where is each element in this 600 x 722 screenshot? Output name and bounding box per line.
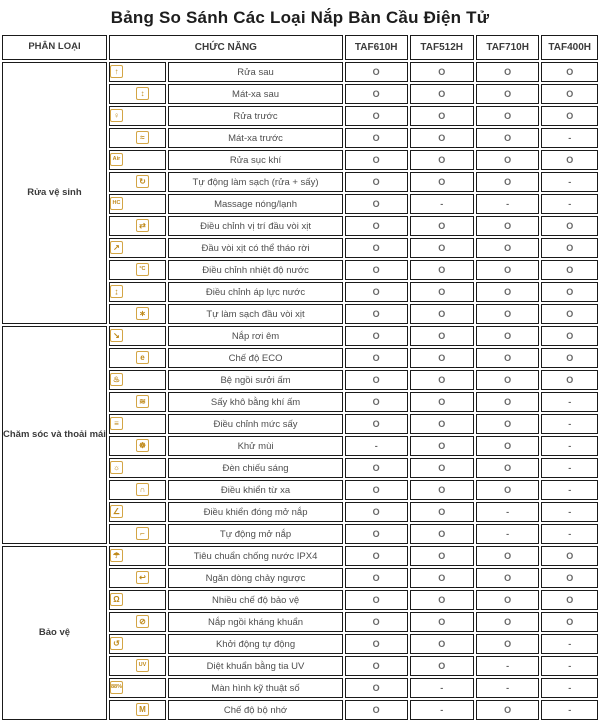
availability-taf610h: O: [345, 150, 408, 170]
availability-taf710h: O: [476, 392, 540, 412]
availability-taf512h: O: [410, 84, 474, 104]
availability-taf400h: -: [541, 458, 598, 478]
availability-taf512h: O: [410, 260, 474, 280]
availability-taf710h: O: [476, 84, 540, 104]
availability-taf400h: -: [541, 502, 598, 522]
function-name: Nắp rơi êm: [168, 326, 343, 346]
availability-taf512h: O: [410, 612, 474, 632]
availability-taf512h: O: [410, 590, 474, 610]
availability-taf710h: -: [476, 656, 540, 676]
availability-taf512h: O: [410, 656, 474, 676]
remote-control-icon: ∩: [136, 483, 149, 496]
feature-icon-cell: [109, 590, 166, 610]
availability-taf610h: O: [345, 304, 408, 324]
feature-icon-cell: [109, 106, 166, 126]
availability-taf512h: -: [410, 194, 474, 214]
availability-taf400h: -: [541, 480, 598, 500]
availability-taf512h: -: [410, 678, 474, 698]
availability-taf610h: O: [345, 656, 408, 676]
availability-taf400h: O: [541, 568, 598, 588]
availability-taf610h: O: [345, 260, 408, 280]
backflow-prevention-icon: ↩: [136, 571, 149, 584]
availability-taf400h: -: [541, 194, 598, 214]
availability-taf512h: O: [410, 128, 474, 148]
availability-taf710h: O: [476, 612, 540, 632]
availability-taf400h: -: [541, 172, 598, 192]
availability-taf512h: O: [410, 546, 474, 566]
function-name: Ngăn dòng chảy ngược: [168, 568, 343, 588]
availability-taf610h: O: [345, 370, 408, 390]
function-name: Massage nóng/lạnh: [168, 194, 343, 214]
availability-taf400h: -: [541, 524, 598, 544]
memory-mode-icon: M: [136, 703, 149, 716]
function-name: Khởi động tự động: [168, 634, 343, 654]
function-name: Điều chỉnh vị trí đầu vòi xịt: [168, 216, 343, 236]
feature-icon-cell: [109, 480, 166, 500]
warm-air-dry-icon: ≋: [136, 395, 149, 408]
availability-taf710h: O: [476, 62, 540, 82]
availability-taf610h: O: [345, 128, 408, 148]
comparison-table: [0, 33, 600, 722]
function-name: Sấy khô bằng khí ấm: [168, 392, 343, 412]
availability-taf400h: O: [541, 260, 598, 280]
availability-taf400h: O: [541, 590, 598, 610]
function-name: Rửa sục khí: [168, 150, 343, 170]
uv-sterilize-icon: UV: [136, 659, 149, 672]
group-label: Chăm sóc và thoải mái: [2, 326, 107, 544]
availability-taf400h: O: [541, 238, 598, 258]
availability-taf610h: O: [345, 348, 408, 368]
availability-taf610h: O: [345, 172, 408, 192]
availability-taf512h: O: [410, 370, 474, 390]
availability-taf400h: O: [541, 370, 598, 390]
nozzle-position-icon: ⇄: [136, 219, 149, 232]
function-name: Nhiều chế độ bảo vệ: [168, 590, 343, 610]
header-row: [2, 35, 598, 60]
availability-taf710h: O: [476, 370, 540, 390]
group-label: Rửa vệ sinh: [2, 62, 107, 324]
availability-taf400h: O: [541, 348, 598, 368]
function-name: Điều khiển từ xa: [168, 480, 343, 500]
deodorize-fan-icon: ☸: [136, 439, 149, 452]
page-title: Bảng So Sánh Các Loại Nắp Bàn Cầu Điện Tử: [110, 8, 490, 27]
availability-taf512h: O: [410, 524, 474, 544]
availability-taf610h: O: [345, 62, 408, 82]
availability-taf512h: O: [410, 458, 474, 478]
night-light-icon: ☼: [110, 461, 123, 474]
availability-taf512h: O: [410, 392, 474, 412]
availability-taf710h: O: [476, 260, 540, 280]
availability-taf512h: O: [410, 568, 474, 588]
feature-icon-cell: [109, 326, 166, 346]
feature-icon-cell: [109, 128, 166, 148]
function-name: Chế độ bộ nhớ: [168, 700, 343, 720]
auto-start-icon: ↺: [110, 637, 123, 650]
availability-taf610h: O: [345, 194, 408, 214]
availability-taf710h: -: [476, 194, 540, 214]
availability-taf512h: O: [410, 436, 474, 456]
table-body: [2, 62, 598, 720]
availability-taf710h: O: [476, 458, 540, 478]
function-name: Mát-xa trước: [168, 128, 343, 148]
availability-taf512h: O: [410, 414, 474, 434]
feature-icon-cell: [109, 260, 166, 280]
availability-taf512h: -: [410, 700, 474, 720]
availability-taf512h: O: [410, 304, 474, 324]
availability-taf610h: O: [345, 700, 408, 720]
front-massage-icon: ≈: [136, 131, 149, 144]
availability-taf710h: O: [476, 700, 540, 720]
feature-icon-cell: [109, 216, 166, 236]
availability-taf610h: O: [345, 414, 408, 434]
availability-taf400h: O: [541, 326, 598, 346]
availability-taf710h: O: [476, 568, 540, 588]
hot-cold-massage-icon: HC: [110, 197, 123, 210]
function-name: Tiêu chuẩn chống nước IPX4: [168, 546, 343, 566]
function-name: Khử mùi: [168, 436, 343, 456]
water-temperature-icon: °C: [136, 263, 149, 276]
feature-icon-cell: [109, 238, 166, 258]
column-header-function: CHỨC NĂNG: [109, 35, 343, 60]
feature-icon-cell: [109, 634, 166, 654]
availability-taf710h: -: [476, 524, 540, 544]
function-name: Rửa trước: [168, 106, 343, 126]
feature-icon-cell: [109, 62, 166, 82]
availability-taf610h: O: [345, 524, 408, 544]
availability-taf610h: O: [345, 326, 408, 346]
availability-taf400h: O: [541, 282, 598, 302]
availability-taf610h: O: [345, 546, 408, 566]
availability-taf512h: O: [410, 150, 474, 170]
availability-taf610h: O: [345, 216, 408, 236]
availability-taf400h: -: [541, 678, 598, 698]
function-name: Đầu vòi xịt có thể tháo rời: [168, 238, 343, 258]
availability-taf400h: -: [541, 128, 598, 148]
antibacterial-seat-icon: ⊘: [136, 615, 149, 628]
availability-taf512h: O: [410, 172, 474, 192]
lid-open-close-icon: ∠: [110, 505, 123, 518]
feature-icon-cell: [109, 568, 166, 588]
column-header-category: PHÂN LOẠI: [2, 35, 107, 60]
availability-taf710h: -: [476, 502, 540, 522]
availability-taf710h: O: [476, 436, 540, 456]
function-name: Tự động mở nắp: [168, 524, 343, 544]
availability-taf710h: O: [476, 414, 540, 434]
availability-taf610h: O: [345, 612, 408, 632]
feature-icon-cell: [109, 678, 166, 698]
function-name: Chế độ ECO: [168, 348, 343, 368]
availability-taf710h: O: [476, 238, 540, 258]
availability-taf710h: O: [476, 480, 540, 500]
availability-taf610h: O: [345, 502, 408, 522]
availability-taf610h: O: [345, 84, 408, 104]
feature-icon-cell: [109, 458, 166, 478]
feature-icon-cell: [109, 656, 166, 676]
function-name: Tự làm sạch đầu vòi xịt: [168, 304, 343, 324]
availability-taf710h: O: [476, 150, 540, 170]
group-label: Bảo vệ: [2, 546, 107, 720]
rear-massage-icon: ↕: [136, 87, 149, 100]
function-name: Tự động làm sạch (rửa + sấy): [168, 172, 343, 192]
feature-icon-cell: [109, 150, 166, 170]
availability-taf610h: O: [345, 282, 408, 302]
availability-taf400h: O: [541, 84, 598, 104]
availability-taf710h: O: [476, 546, 540, 566]
availability-taf400h: O: [541, 216, 598, 236]
table-row: [2, 326, 598, 346]
availability-taf710h: O: [476, 634, 540, 654]
availability-taf710h: O: [476, 106, 540, 126]
function-name: Đèn chiếu sáng: [168, 458, 343, 478]
feature-icon-cell: [109, 436, 166, 456]
availability-taf400h: -: [541, 634, 598, 654]
availability-taf512h: O: [410, 106, 474, 126]
function-name: Bệ ngồi sưởi ấm: [168, 370, 343, 390]
availability-taf400h: -: [541, 436, 598, 456]
heated-seat-icon: ♨: [110, 373, 123, 386]
protection-lock-icon: Ω: [110, 593, 123, 606]
function-name: Màn hình kỹ thuật số: [168, 678, 343, 698]
nozzle-self-clean-icon: ∗: [136, 307, 149, 320]
availability-taf512h: O: [410, 502, 474, 522]
water-pressure-icon: ↨: [110, 285, 123, 298]
feature-icon-cell: [109, 392, 166, 412]
availability-taf400h: O: [541, 304, 598, 324]
rear-wash-icon: ↑: [110, 65, 123, 78]
function-name: Điều chỉnh mức sấy: [168, 414, 343, 434]
front-wash-icon: ♀: [110, 109, 123, 122]
feature-icon-cell: [109, 414, 166, 434]
eco-mode-icon: e: [136, 351, 149, 364]
table-row: [2, 546, 598, 566]
availability-taf512h: O: [410, 282, 474, 302]
availability-taf610h: O: [345, 480, 408, 500]
availability-taf610h: O: [345, 678, 408, 698]
availability-taf512h: O: [410, 216, 474, 236]
air-bubble-wash-icon: Air: [110, 153, 123, 166]
column-header-model-taf400h: TAF400H: [541, 35, 598, 60]
availability-taf400h: O: [541, 612, 598, 632]
feature-icon-cell: [109, 524, 166, 544]
availability-taf710h: O: [476, 128, 540, 148]
feature-icon-cell: [109, 546, 166, 566]
function-name: Điều chỉnh áp lực nước: [168, 282, 343, 302]
availability-taf710h: O: [476, 590, 540, 610]
feature-icon-cell: [109, 172, 166, 192]
dry-level-icon: ≡: [110, 417, 123, 430]
availability-taf710h: O: [476, 216, 540, 236]
availability-taf610h: O: [345, 458, 408, 478]
feature-icon-cell: [109, 194, 166, 214]
feature-icon-cell: [109, 84, 166, 104]
availability-taf710h: O: [476, 304, 540, 324]
availability-taf610h: -: [345, 436, 408, 456]
availability-taf400h: -: [541, 700, 598, 720]
availability-taf512h: O: [410, 62, 474, 82]
availability-taf400h: O: [541, 106, 598, 126]
availability-taf610h: O: [345, 590, 408, 610]
function-name: Điều khiển đóng mở nắp: [168, 502, 343, 522]
availability-taf400h: -: [541, 656, 598, 676]
function-name: Mát-xa sau: [168, 84, 343, 104]
availability-taf710h: O: [476, 326, 540, 346]
feature-icon-cell: [109, 612, 166, 632]
availability-taf512h: O: [410, 348, 474, 368]
availability-taf710h: O: [476, 172, 540, 192]
function-name: Rửa sau: [168, 62, 343, 82]
feature-icon-cell: [109, 370, 166, 390]
column-header-model-taf610h: TAF610H: [345, 35, 408, 60]
availability-taf400h: O: [541, 546, 598, 566]
availability-taf610h: O: [345, 568, 408, 588]
availability-taf710h: -: [476, 678, 540, 698]
function-name: Nắp ngồi kháng khuẩn: [168, 612, 343, 632]
availability-taf512h: O: [410, 326, 474, 346]
availability-taf710h: O: [476, 348, 540, 368]
availability-taf512h: O: [410, 634, 474, 654]
availability-taf610h: O: [345, 392, 408, 412]
column-header-model-taf710h: TAF710H: [476, 35, 540, 60]
feature-icon-cell: [109, 502, 166, 522]
availability-taf710h: O: [476, 282, 540, 302]
availability-taf610h: O: [345, 106, 408, 126]
waterproof-umbrella-icon: ☂: [110, 549, 123, 562]
auto-open-lid-icon: ⌐: [136, 527, 149, 540]
availability-taf512h: O: [410, 238, 474, 258]
feature-icon-cell: [109, 304, 166, 324]
soft-close-lid-icon: ↘: [110, 329, 123, 342]
availability-taf400h: O: [541, 62, 598, 82]
availability-taf610h: O: [345, 238, 408, 258]
availability-taf610h: O: [345, 634, 408, 654]
column-header-model-taf512h: TAF512H: [410, 35, 474, 60]
function-name: Điều chỉnh nhiệt độ nước: [168, 260, 343, 280]
availability-taf400h: -: [541, 414, 598, 434]
feature-icon-cell: [109, 282, 166, 302]
table-row: [2, 62, 598, 82]
auto-clean-icon: ↻: [136, 175, 149, 188]
feature-icon-cell: [109, 700, 166, 720]
function-name: Diệt khuẩn bằng tia UV: [168, 656, 343, 676]
digital-display-icon: 88%: [110, 681, 123, 694]
availability-taf400h: O: [541, 150, 598, 170]
availability-taf400h: -: [541, 392, 598, 412]
detachable-nozzle-icon: ↗: [110, 241, 123, 254]
feature-icon-cell: [109, 348, 166, 368]
availability-taf512h: O: [410, 480, 474, 500]
